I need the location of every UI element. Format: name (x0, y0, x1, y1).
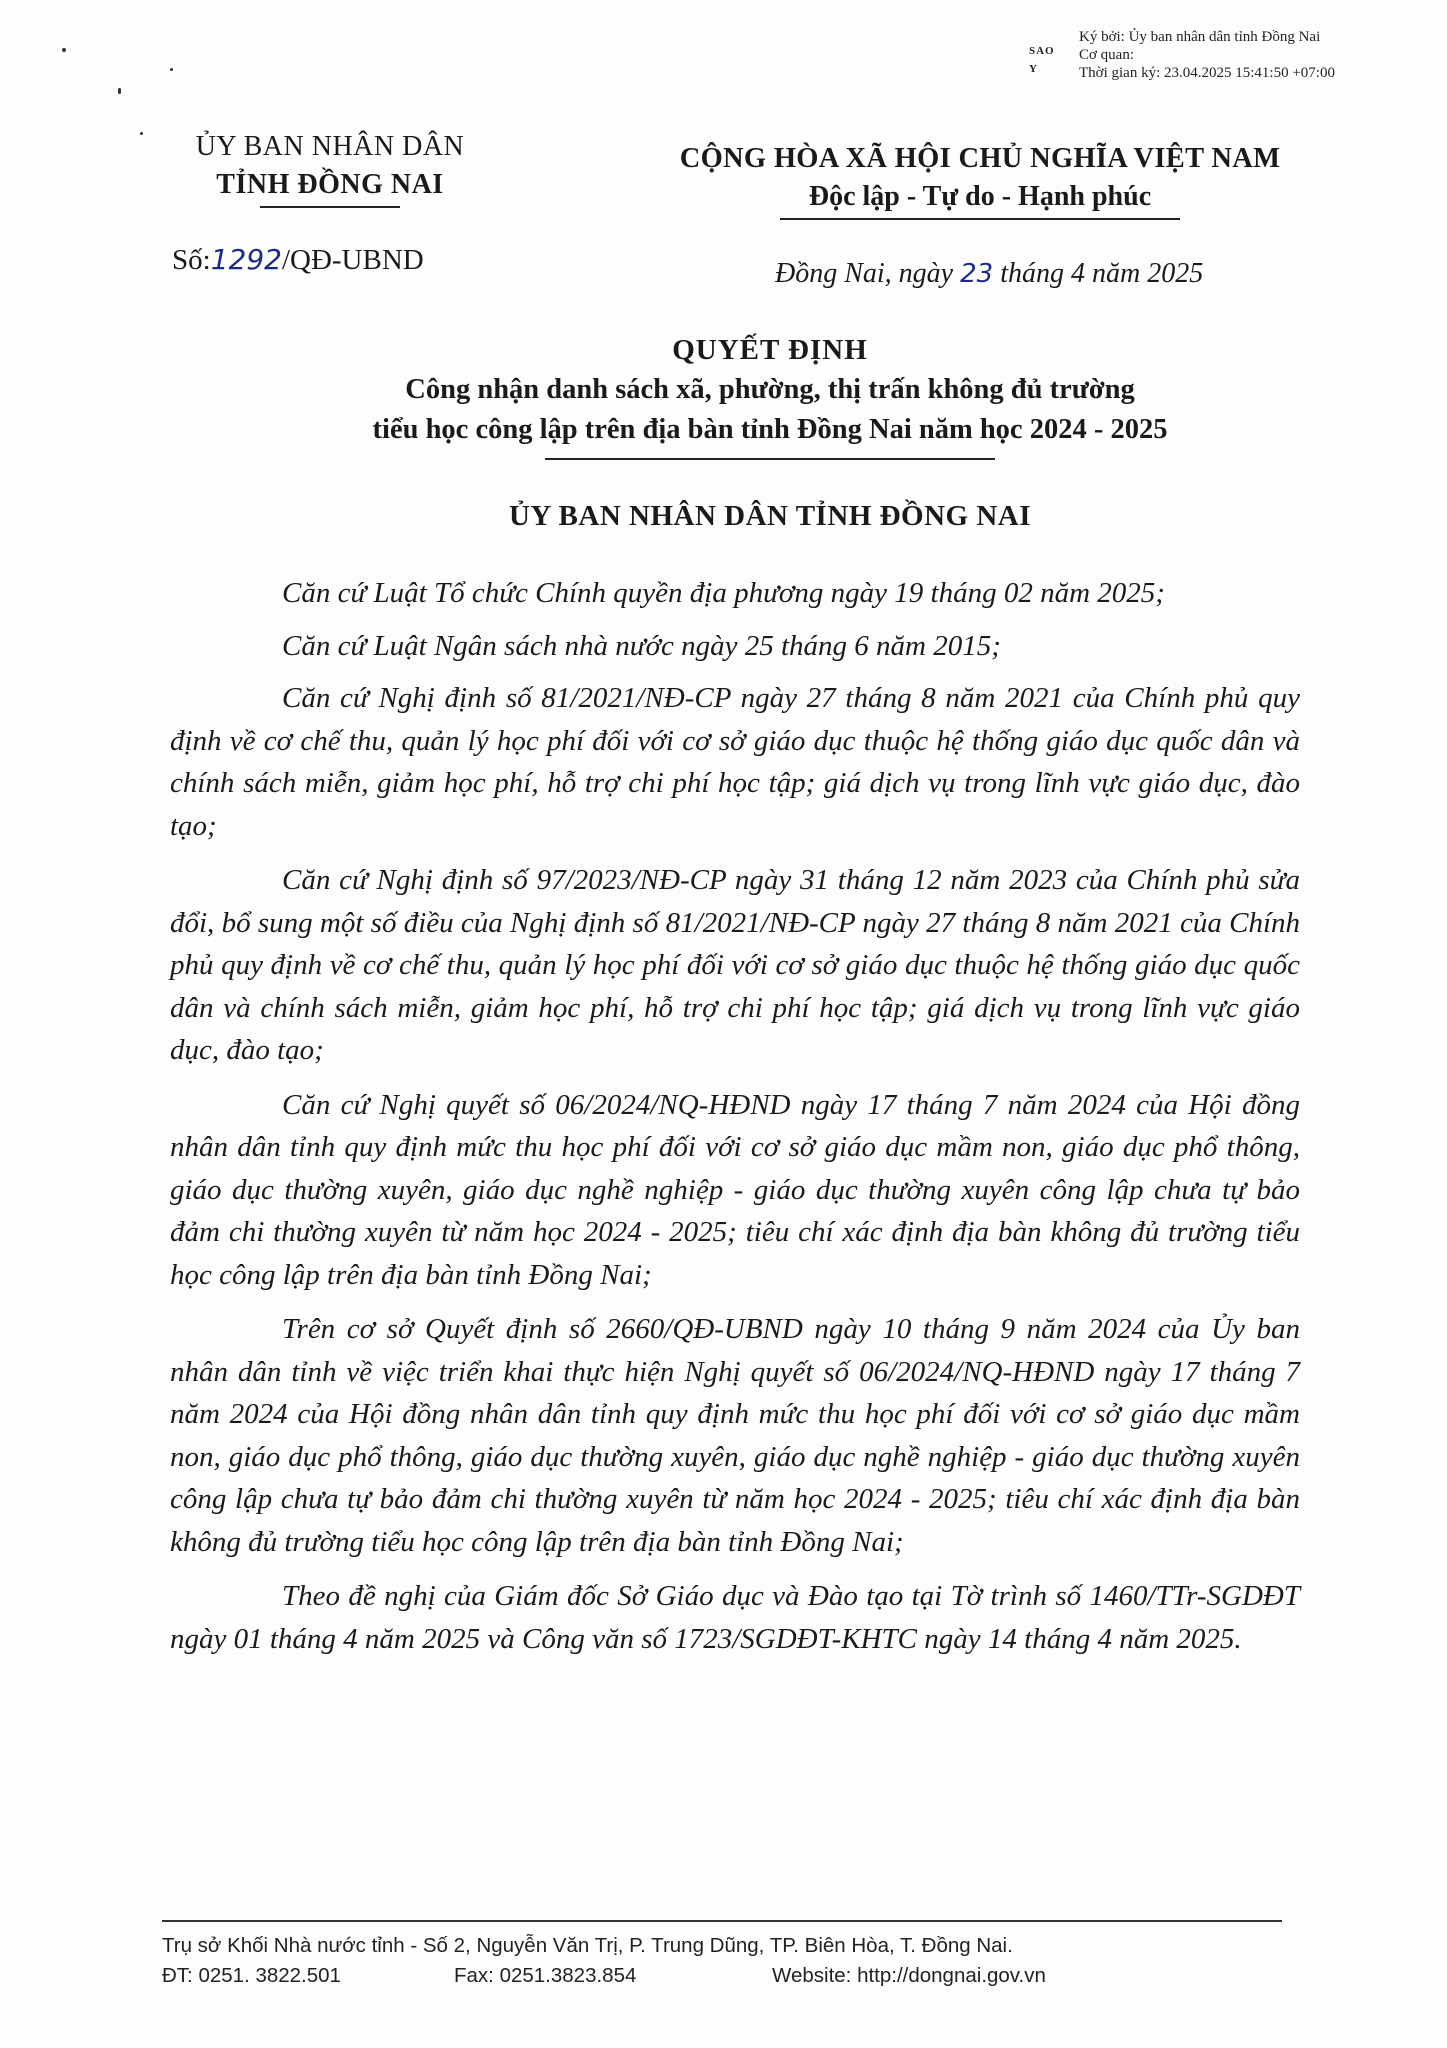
legal-basis-paragraph: Căn cứ Luật Tổ chức Chính quyền địa phương ngày 19 tháng 02 năm 2025; (282, 577, 1165, 609)
proposal-paragraph: Theo đề nghị của Giám đốc Sở Giáo dục và Đào tạo tại Tờ trình số 1460/TTr-SGDĐT ngày 01 tháng 4 năm 2025 và Công văn số 1723/SGDĐT-KHTC ngày 14 tháng 4 năm 2025. (170, 1580, 1300, 1655)
title-heading: QUYẾT ĐỊNH (672, 334, 868, 366)
date-day-handwritten: 23 (960, 259, 994, 289)
header-right-underline (780, 218, 1180, 220)
signed-by: Ký bởi: Ủy ban nhân dân tỉnh Đồng Nai (1079, 29, 1321, 45)
signing-time: Thời gian ký: 23.04.2025 15:41:50 +07:00 (1079, 65, 1335, 81)
signing-agency: Cơ quan: (1079, 47, 1135, 63)
document-number (172, 243, 424, 277)
issue-date (775, 258, 1203, 290)
scan-speck (118, 88, 121, 94)
scan-speck (140, 132, 143, 135)
decision-title (280, 330, 1260, 460)
national-motto-header (640, 140, 1320, 220)
header-left-underline (260, 206, 400, 208)
footer-website[interactable]: Website: http://dongnai.gov.vn (772, 1964, 1046, 1987)
legal-basis-paragraph: Căn cứ Nghị định số 97/2023/NĐ-CP ngày 31 tháng 12 năm 2023 của Chính phủ sửa đổi, bổ sung một số điều của Nghị định số 81/2021/NĐ-CP ngày 27 tháng 8 năm 2021 của Chính phủ quy định về cơ chế thu, quản lý học phí đối với cơ sở giáo dục thuộc hệ thống giáo dục quốc dân và chính sách miễn, giảm học phí, hỗ trợ chi phí học tập; giá dịch vụ trong lĩnh vực giáo dục, đào tạo; (170, 864, 1300, 1066)
date-suffix: tháng 4 năm 2025 (1000, 258, 1204, 289)
title-subject-line-1: Công nhận danh sách xã, phường, thị trấn không đủ trường (405, 374, 1135, 405)
national-motto: Độc lập - Tự do - Hạnh phúc (808, 181, 1152, 212)
scan-speck (170, 68, 173, 71)
footer-fax: Fax: 0251.3823.854 (454, 1964, 637, 1987)
footer-address: Trụ sở Khối Nhà nước tỉnh - Số 2, Nguyễn Văn Trị, P. Trung Dũng, TP. Biên Hòa, T. Đồng Nai. (162, 1934, 1013, 1957)
legal-basis-paragraph: Căn cứ Nghị định số 81/2021/NĐ-CP ngày 27 tháng 8 năm 2021 của Chính phủ quy định về cơ chế thu, quản lý học phí đối với cơ sở giáo dục thuộc hệ thống giáo dục quốc dân và chính sách miễn, giảm học phí, hỗ trợ chi phí học tập; giá dịch vụ trong lĩnh vực giáo dục, đào tạo; (170, 682, 1300, 842)
issuing-authority-header (150, 128, 510, 208)
legal-basis-paragraph: Căn cứ Luật Ngân sách nhà nước ngày 25 tháng 6 năm 2015; (282, 629, 1001, 662)
page-footer (162, 1920, 1282, 1994)
legal-basis-paragraph: Trên cơ sở Quyết định số 2660/QĐ-UBND ngày 10 tháng 9 năm 2024 của Ủy ban nhân dân tỉnh về việc triển khai thực hiện Nghị quyết số 06/2024/NQ-HĐND ngày 17 tháng 7 năm 2024 của Hội đồng nhân dân tỉnh quy định mức thu học phí đối với cơ sở giáo dục mầm non, giáo dục phổ thông, giáo dục thường xuyên, giáo dục nghề nghiệp - giáo dục thường xuyên công lập chưa tự bảo đảm chi thường xuyên từ năm học 2024 - 2025; tiêu chí xác định địa bàn không đủ trường tiểu học công lập trên địa bàn tỉnh Đồng Nai; (170, 1313, 1300, 1558)
authority-heading: ỦY BAN NHÂN DÂN TỈNH ĐỒNG NAI (508, 500, 1032, 532)
doc-number-prefix: Số: (172, 244, 211, 276)
national-name: CỘNG HÒA XÃ HỘI CHỦ NGHĨA VIỆT NAM (679, 143, 1281, 174)
title-subject-line-2: tiểu học công lập trên địa bàn tỉnh Đồng Nai năm học 2024 - 2025 (372, 414, 1168, 445)
doc-number-handwritten: 1292 (210, 243, 282, 276)
authority-line-2: TỈNH ĐỒNG NAI (216, 169, 444, 200)
scan-speck (62, 48, 66, 52)
legal-basis-paragraph: Căn cứ Nghị quyết số 06/2024/NQ-HĐND ngày 17 tháng 7 năm 2024 của Hội đồng nhân dân tỉnh quy định mức thu học phí đối với cơ sở giáo dục mầm non, giáo dục phổ thông, giáo dục thường xuyên, giáo dục nghề nghiệp - giáo dục thường xuyên công lập chưa tự bảo đảm chi thường xuyên từ năm học 2024 - 2025; tiêu chí xác định địa bàn không đủ trường tiểu học công lập trên địa bàn tỉnh Đồng Nai; (170, 1088, 1300, 1291)
sao-y-label: SAO Y (1029, 45, 1055, 75)
footer-phone: ĐT: 0251. 3822.501 (162, 1964, 341, 1987)
date-prefix: Đồng Nai, ngày (775, 258, 954, 289)
decision-body (170, 572, 1300, 1672)
authority-line-1: ỦY BAN NHÂN DÂN (195, 131, 465, 162)
title-underline (545, 458, 995, 460)
doc-number-suffix: /QĐ-UBND (281, 244, 424, 276)
